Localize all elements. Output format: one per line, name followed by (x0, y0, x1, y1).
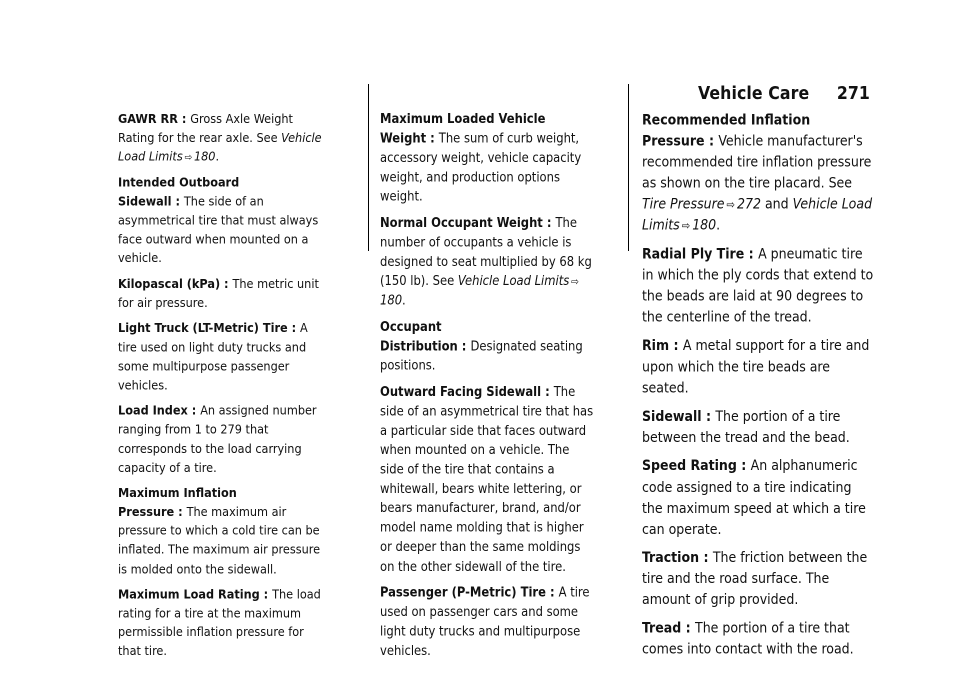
glossary-entry (118, 402, 328, 478)
glossary-entry (642, 244, 876, 329)
definition-connector: and (760, 196, 793, 213)
glossary-term: Maximum Inflation Pressure (118, 485, 237, 520)
term-separator: : (701, 408, 716, 425)
glossary-definition: A tire used on light duty trucks and some multipurpose passenger vehicles. (118, 321, 308, 393)
term-separator: : (457, 338, 471, 354)
cross-reference-link[interactable]: Vehicle Load Limits (118, 130, 322, 165)
term-separator: : (287, 321, 301, 336)
glossary-definition: The friction between the tire and the road surface. The amount of grip provided. (642, 549, 868, 609)
glossary-entry (642, 456, 876, 541)
glossary-term: Maximum Loaded Vehicle Weight (380, 111, 546, 147)
term-separator: : (681, 620, 696, 637)
glossary-term: Passenger (P-Metric) Tire (380, 585, 546, 601)
glossary-definition: An alphanumeric code assigned to a tire indicating the maximum speed at which a tire can operate. (642, 457, 866, 538)
glossary-definition: The side of an asymmetrical tire that must always face outward when mounted on a vehicle. (118, 194, 319, 266)
glossary-entry (380, 214, 595, 311)
glossary-entry (380, 110, 595, 207)
page-ref-arrow-icon: ⇨ (184, 151, 193, 164)
cross-reference-page[interactable]: 180 (692, 217, 717, 234)
glossary-definition: The number of occupants a vehicle is designed to seat multiplied by 68 kg (150 lb). See (380, 215, 592, 289)
glossary-definition: Vehicle manufacturer's recommended tire inflation pressure as shown on the tire placard. See (642, 133, 872, 192)
glossary-definition: The maximum air pressure to which a cold tire can be inflated. The maximum air pressure is molded onto the sidewall. (118, 504, 321, 577)
cross-reference-page[interactable]: 180 (193, 149, 216, 165)
glossary-definition: The load rating for a tire at the maximum permissible inflation pressure for that tire. (118, 587, 321, 659)
term-separator: : (541, 384, 554, 400)
term-separator: : (187, 403, 201, 419)
term-separator: : (542, 215, 556, 231)
glossary-definition: The portion of a tire that comes into contact with the road. (642, 620, 854, 658)
term-separator: : (174, 504, 187, 520)
glossary-definition: Designated seating positions. (380, 338, 583, 374)
term-separator: : (736, 457, 751, 475)
glossary-entry (380, 584, 595, 662)
glossary-entry (642, 548, 876, 611)
term-separator: : (744, 245, 759, 263)
glossary-term: Kilopascal (kPa) (118, 276, 221, 292)
glossary-definition: The sum of curb weight, accessory weight, vehicle capacity weight, and production options weight. (380, 131, 582, 205)
glossary-entry (642, 336, 876, 399)
glossary-entry (642, 618, 876, 660)
page-header (698, 84, 870, 104)
glossary-definition: The portion of a tire between the tread and the bead. (642, 408, 850, 446)
term-separator: : (426, 131, 439, 147)
glossary-term: Normal Occupant Weight (380, 215, 543, 231)
cross-reference-link[interactable]: Vehicle Load Limits (642, 196, 873, 234)
cross-reference-page[interactable]: 272 (736, 196, 761, 213)
page-ref-arrow-icon: ⇨ (681, 219, 691, 233)
term-separator: : (171, 194, 184, 209)
glossary-term: Speed Rating (642, 457, 737, 475)
glossary-entry (118, 586, 328, 662)
column-2 (380, 110, 595, 668)
cross-reference-link[interactable]: Tire Pressure (642, 196, 725, 213)
column-divider-1 (368, 84, 369, 251)
glossary-definition: An assigned number ranging from 1 to 279 that corresponds to the load carrying capacity of a tire. (118, 403, 317, 476)
column-3 (642, 110, 876, 668)
glossary-term: Outward Facing Sidewall (380, 384, 542, 400)
glossary-entry (380, 318, 595, 376)
term-separator: : (699, 549, 713, 566)
definition-end: . (716, 217, 721, 234)
term-separator: : (220, 276, 233, 292)
glossary-term: Maximum Load Rating (118, 587, 260, 602)
glossary-entry (642, 406, 876, 448)
term-separator: : (545, 585, 559, 601)
glossary-term: Load Index (118, 403, 188, 419)
page-ref-arrow-icon: ⇨ (571, 275, 579, 289)
glossary-entry (118, 319, 328, 395)
glossary-definition: The side of an asymmetrical tire that has a particular side that faces outward when mounted on a vehicle. The side of the tire that contains a whitewall, bears white lettering, or bears manufacturer, brand, and/or model name molding that is higher or deeper than the same moldings on the other sidewall of the tire. (380, 384, 594, 575)
definition-end: . (215, 149, 220, 165)
glossary-term: Light Truck (LT-Metric) Tire (118, 321, 288, 336)
glossary-entry (118, 275, 328, 313)
term-separator: : (704, 133, 719, 150)
term-separator: : (177, 111, 191, 127)
glossary-term: Occupant Distribution (380, 319, 458, 354)
term-separator: : (259, 587, 273, 602)
glossary-definition: A pneumatic tire in which the ply cords that extend to the beads are laid at 90 degrees to the centerline of the tread. (642, 245, 874, 326)
term-separator: : (669, 337, 683, 355)
glossary-entry (380, 383, 595, 577)
glossary-definition: Gross Axle Weight Rating for the rear axle. See (118, 111, 293, 146)
definition-end: . (402, 293, 406, 309)
glossary-term: Traction (642, 549, 700, 566)
glossary-definition: The metric unit for air pressure. (118, 276, 319, 311)
glossary-term: Tread (642, 620, 682, 637)
glossary-term: Intended Outboard Sidewall (118, 175, 240, 209)
page-number: 271 (836, 84, 870, 104)
column-divider-2 (628, 84, 629, 251)
glossary-entry (118, 484, 328, 579)
section-title: Vehicle Care (698, 84, 810, 104)
page-ref-arrow-icon: ⇨ (726, 198, 736, 212)
glossary-term: GAWR RR (118, 111, 178, 127)
glossary-term: Rim (642, 337, 670, 355)
glossary-entry (118, 110, 328, 167)
glossary-term: Sidewall (642, 408, 702, 425)
cross-reference-page[interactable]: 180 (380, 293, 403, 309)
glossary-entry (118, 173, 328, 268)
column-1 (118, 110, 328, 668)
glossary-term: Recommended Inflation Pressure (642, 111, 811, 150)
cross-reference-link[interactable]: Vehicle Load Limits (457, 273, 570, 289)
glossary-definition: A metal support for a tire and upon which the tire beads are seated. (642, 337, 870, 397)
glossary-definition: A tire used on passenger cars and some light duty trucks and multipurpose vehicles. (380, 585, 590, 659)
glossary-entry (642, 110, 876, 237)
glossary-term: Radial Ply Tire (642, 245, 745, 263)
